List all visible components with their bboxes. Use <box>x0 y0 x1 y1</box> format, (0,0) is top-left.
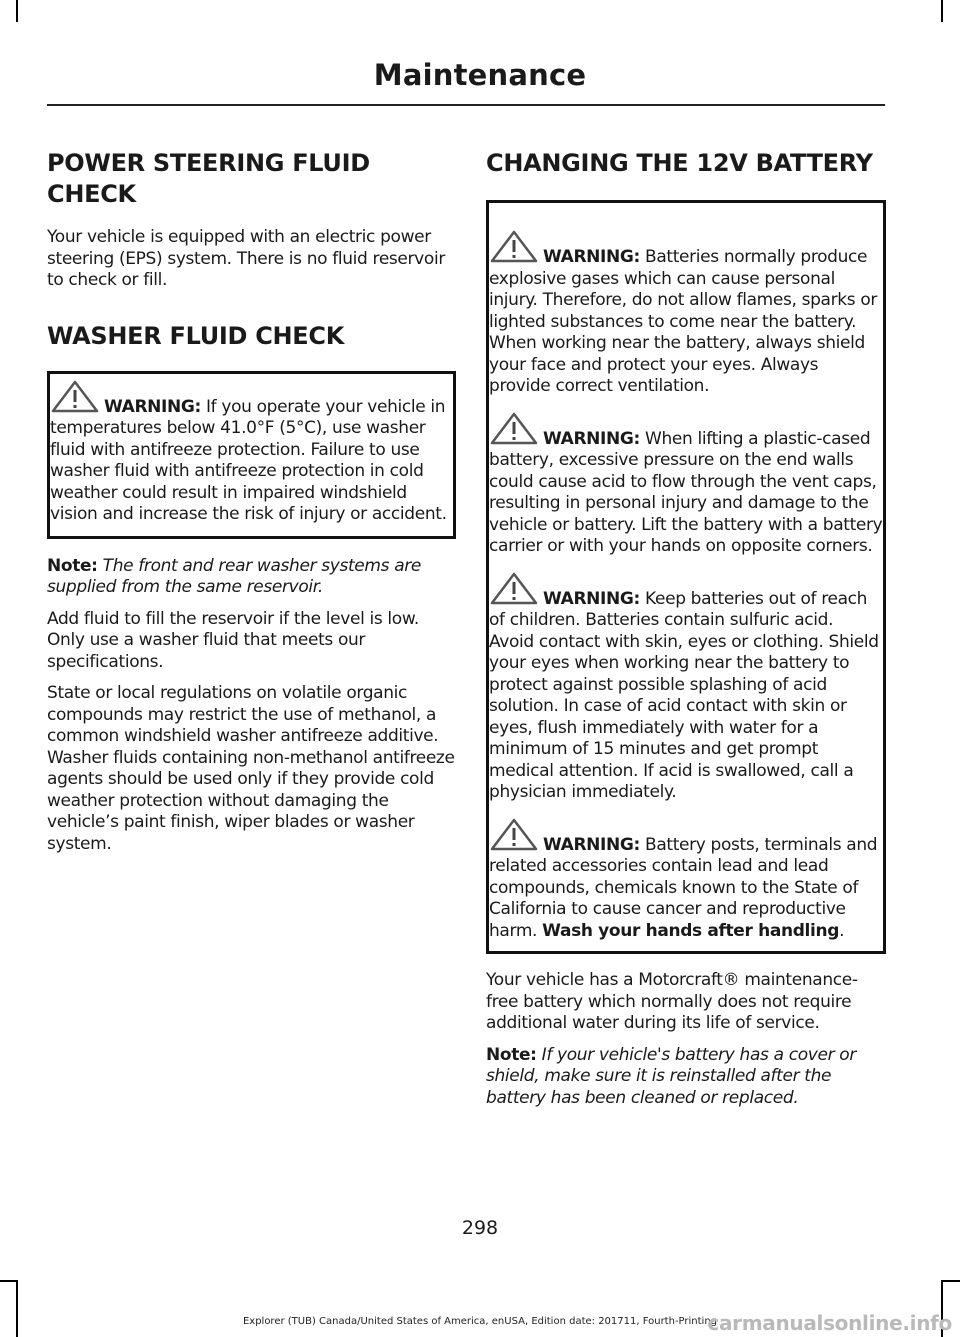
note-label: Note: <box>47 555 98 576</box>
warning-label: WARNING: <box>543 834 640 855</box>
note-text: The front and rear washer systems are supplied from the same reservoir. <box>47 555 422 597</box>
warning-label: WARNING: <box>543 247 640 267</box>
warning-label: WARNING: <box>543 588 640 609</box>
crop-mark-bottom-left <box>16 1280 18 1337</box>
page-title: Maintenance <box>373 58 587 92</box>
warning-text: Batteries normally produce explosive gases which can cause personal injury. Therefore, do not allow flames, sparks or lighted substances to come near the battery. When working near the battery, always shield your face and protect your eyes. Always provide correct ventilation. <box>489 247 878 396</box>
watermark: carmanualsonline.info <box>707 1311 952 1335</box>
battery-warning-1 <box>489 230 883 398</box>
crop-mark-top-right <box>941 0 943 22</box>
warning-bold-tail: Wash your hands after handling <box>542 920 840 941</box>
crop-mark-bottom-left-h <box>0 1280 18 1282</box>
washer-paragraph-2: State or local regulations on volatile organic compounds may restrict the use of methanol, a common windshield washer antifreeze additive. Washer fluids containing non-methanol antifreeze agents should be used only if they provide cold weather protection without damaging the vehicle’s paint finish, wiper blades or washer system. <box>47 683 455 854</box>
warning-label: WARNING: <box>104 396 201 417</box>
warning-triangle-icon <box>50 380 100 414</box>
battery-warning-3 <box>489 572 883 804</box>
warning-triangle-icon <box>489 230 539 264</box>
note-label: Note: <box>486 1044 537 1065</box>
power-steering-body: Your vehicle is equipped with an electric power steering (EPS) system. There is no fluid reservoir to check or fill. <box>47 227 445 290</box>
footer-edition-info: Explorer (TUB) Canada/United States of America, enUSA, Edition date: 201711, Fourth-Printing <box>242 1316 718 1327</box>
power-steering-heading <box>47 148 455 210</box>
battery-note <box>486 1045 886 1110</box>
washer-paragraph-1: Add fluid to fill the reservoir if the level is low. Only use a washer fluid that meets our specifications. <box>47 608 419 672</box>
battery-warning-box <box>486 200 886 954</box>
warning-triangle-icon <box>489 412 539 446</box>
warning-text: When lifting a plastic-cased battery, excessive pressure on the end walls could cause acid to flow through the vent caps, resulting in personal injury and damage to the vehicle or battery. Lift the battery with a battery carrier or with your hands on opposite corners. <box>489 428 883 556</box>
warning-text: If you operate your vehicle in temperatures below 41.0°F (5°C), use washer fluid with antifreeze protection. Failure to use washer fluid with antifreeze protection in cold weather could result in impaired windshield vision and increase the risk of injury or accident. <box>50 396 447 524</box>
note-text: If your vehicle's battery has a cover or shield, make sure it is reinstalled after the battery has been cleaned or replaced. <box>486 1044 856 1108</box>
washer-warning-box <box>47 371 456 539</box>
battery-warning-2 <box>489 412 883 558</box>
power-steering-heading-line2: CHECK <box>47 180 136 208</box>
power-steering-heading-line1: POWER STEERING FLUID <box>47 149 370 177</box>
warning-text: Keep batteries out of reach of children. Batteries contain sulfuric acid. Avoid contact with skin, eyes or clothing. Shield your eyes when working near the battery to protect against possible splashing of acid solution. In case of acid contact with skin or eyes, flush immediately with water for a minimum of 15 minutes and get prompt medical attention. If acid is swallowed, call a physician immediately. <box>489 588 879 802</box>
left-column <box>47 145 455 855</box>
crop-mark-bottom-right-h <box>941 1280 960 1282</box>
battery-heading: CHANGING THE 12V BATTERY <box>486 149 873 177</box>
warning-label: WARNING: <box>543 428 640 449</box>
warning-triangle-icon <box>489 572 539 606</box>
warning-triangle-icon <box>489 818 539 852</box>
battery-paragraph: Your vehicle has a Motorcraft® maintenance-free battery which normally does not require additional water during its life of service. <box>486 970 858 1033</box>
washer-note <box>47 556 455 599</box>
warning-text: Battery posts, terminals and related accessories contain lead and lead compounds, chemicals known to the State of California to cause cancer and reproductive harm. <box>489 834 878 941</box>
crop-mark-top-left <box>16 0 18 22</box>
washer-fluid-heading: WASHER FLUID CHECK <box>47 321 345 350</box>
header-divider <box>47 104 885 106</box>
washer-warning <box>50 380 453 526</box>
page-number: 298 <box>461 1217 499 1239</box>
battery-warning-4 <box>489 818 883 943</box>
right-column <box>486 145 886 1109</box>
warning-end: . <box>839 920 845 941</box>
